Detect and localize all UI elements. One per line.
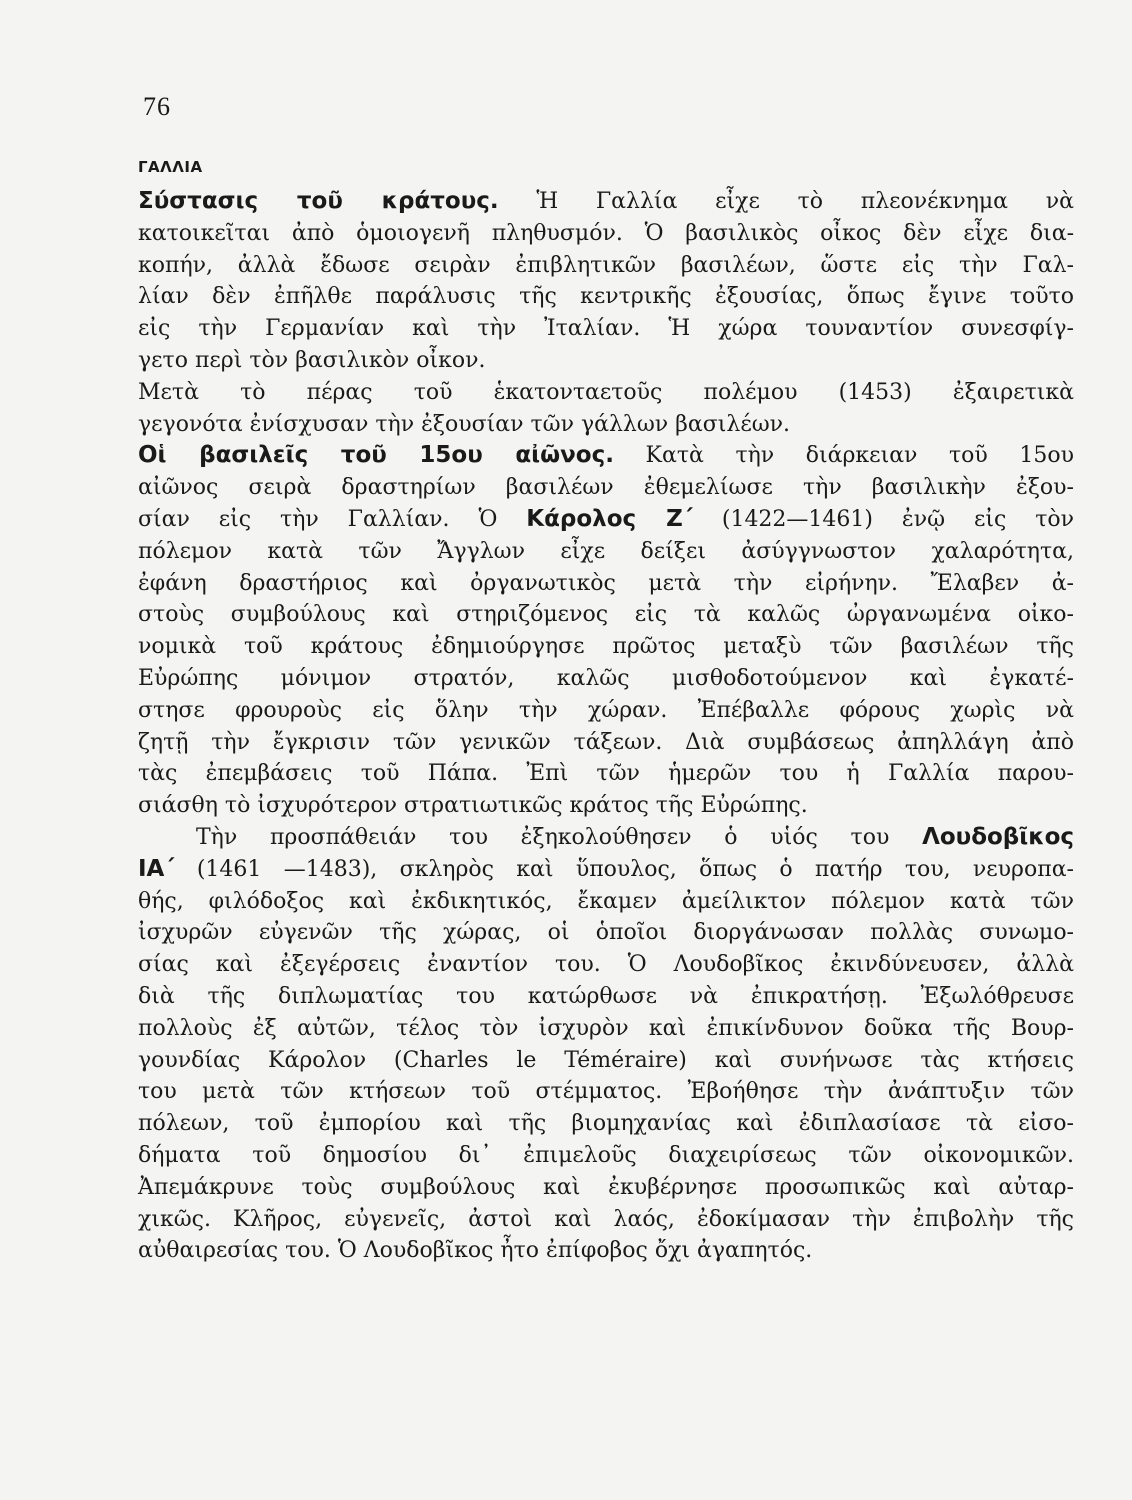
text-line: δήματα τοῦ δημοσίου δι᾽ ἐπιμελοῦς διαχειρίσεως τῶν οἰκονομικῶν. xyxy=(138,1142,1074,1168)
text-line: στησε φρουροὺς εἰς ὅλην τὴν χώραν. Ἐπέβαλλε φόρους χωρὶς νὰ xyxy=(138,697,1074,723)
text-line xyxy=(138,504,1074,536)
text-line: κατοικεῖται ἀπὸ ὁμοιογενῆ πληθυσμόν. Ὁ βασιλικὸς οἶκος δὲν εἶχε δια- xyxy=(138,220,1074,246)
text-line: σιάσθη τὸ ἰσχυρότερον στρατιωτικῶς κράτος τῆς Εὐρώπης. xyxy=(138,793,808,819)
text-line xyxy=(138,822,1074,854)
text-span: (1461 —1483), σκληρὸς καὶ ὕπουλος, ὅπως ὁ πατήρ του, νευροπα- xyxy=(196,856,1074,882)
text-line xyxy=(138,440,1074,472)
text-line: ζητῇ τὴν ἔγκρισιν τῶν γενικῶν τάξεων. Διὰ συμβάσεως ἀπηλλάγη ἀπὸ xyxy=(138,729,1074,755)
text-line: λίαν δὲν ἐπῆλθε παράλυσις τῆς κεντρικῆς ἐξουσίας, ὅπως ἔγινε τοῦτο xyxy=(138,284,1074,310)
text-line: χικῶς. Κλῆρος, εὐγενεῖς, ἀστοὶ καὶ λαός, ἐδοκίμασαν τὴν ἐπιβολὴν τῆς xyxy=(138,1206,1074,1232)
text-line: πολλοὺς ἐξ αὐτῶν, τέλος τὸν ἰσχυρὸν καὶ ἐπικίνδυνον δοῦκα τῆς Βουρ- xyxy=(138,1015,1074,1041)
text-line: νομικὰ τοῦ κράτους ἐδημιούργησε πρῶτος μεταξὺ τῶν βασιλέων τῆς xyxy=(138,634,1074,660)
text-line: γεγονότα ἐνίσχυσαν τὴν ἐξουσίαν τῶν γάλλων βασιλέων. xyxy=(138,411,791,437)
text-line: ἐφάνη δραστήριος καὶ ὀργανωτικὸς μετὰ τὴν εἰρήνην. Ἔλαβεν ἀ- xyxy=(138,570,1074,596)
text-line: διὰ τῆς διπλωματίας του κατώρθωσε νὰ ἐπικρατήσῃ. Ἐξωλόθρευσε xyxy=(138,983,1074,1009)
body-text xyxy=(138,186,1074,1267)
text-line: πόλεων, τοῦ ἐμπορίου καὶ τῆς βιομηχανίας καὶ ἐδιπλασίασε τὰ εἰσο- xyxy=(138,1111,1074,1137)
text-line xyxy=(138,186,1074,218)
king-numeral: ΙΑ΄ xyxy=(138,855,175,882)
text-line: θής, φιλόδοξος καὶ ἐκδικητικός, ἔκαμεν ἀμείλικτον πόλεμον κατὰ τῶν xyxy=(138,888,1074,914)
text-line: του μετὰ τῶν κτήσεων τοῦ στέμματος. Ἐβοήθησε τὴν ἀνάπτυξιν τῶν xyxy=(138,1079,1074,1105)
text-line: εἰς τὴν Γερμανίαν καὶ τὴν Ἰταλίαν. Ἡ χώρα τουναντίον συνεσφίγ- xyxy=(138,316,1074,342)
text-line: πόλεμον κατὰ τῶν Ἄγγλων εἶχε δείξει ἀσύγγνωστον χαλαρότητα, xyxy=(138,538,1074,564)
text-span: Τὴν προσπάθειάν του ἐξηκολούθησεν ὁ υἱός του xyxy=(196,824,890,850)
section-heading-state-formation: Σύστασις τοῦ κράτους. xyxy=(138,188,499,214)
text-line: σίας καὶ ἐξεγέρσεις ἐναντίον του. Ὁ Λουδοβῖκος ἐκινδύνευσεν, ἀλλὰ xyxy=(138,952,1074,978)
king-name-louis-xi: Λουδοβῖκος xyxy=(922,823,1074,850)
text-line: κοπήν, ἀλλὰ ἔδωσε σειρὰν ἐπιβλητικῶν βασιλέων, ὥστε εἰς τὴν Γαλ- xyxy=(138,252,1074,278)
text-line xyxy=(138,854,1074,886)
text-span: Ἡ Γαλλία εἶχε τὸ πλεονέκνημα νὰ xyxy=(536,189,1074,214)
text-line: γουνδίας Κάρολον (Charles le Téméraire) καὶ συνήνωσε τὰς κτήσεις xyxy=(138,1047,1074,1073)
text-span: Κατὰ τὴν διάρκειαν τοῦ 15ου xyxy=(645,443,1074,469)
text-span: (1422—1461) ἐνῷ εἰς τὸν xyxy=(721,506,1074,532)
text-line: Εὐρώπης μόνιμον στρατόν, καλῶς μισθοδοτούμενον καὶ ἐγκατέ- xyxy=(138,665,1074,691)
text-span: σίαν εἰς τὴν Γαλλίαν. Ὁ xyxy=(138,506,498,532)
page-number: 76 xyxy=(143,92,171,121)
text-line: στοὺς συμβούλους καὶ στηριζόμενος εἰς τὰ καλῶς ὠργανωμένα οἰκο- xyxy=(138,602,1074,628)
text-line: ἰσχυρῶν εὐγενῶν τῆς χώρας, οἱ ὁποῖοι διοργάνωσαν πολλὰς συνωμο- xyxy=(138,920,1074,946)
text-line: αἰῶνος σειρὰ δραστηρίων βασιλέων ἐθεμελίωσε τὴν βασιλικὴν ἐξου- xyxy=(138,475,1074,501)
text-line: τὰς ἐπεμβάσεις τοῦ Πάπα. Ἐπὶ τῶν ἡμερῶν του ἡ Γαλλία παρου- xyxy=(138,761,1074,787)
text-line: Μετὰ τὸ πέρας τοῦ ἑκατονταετοῦς πολέμου (1453) ἐξαιρετικὰ xyxy=(138,379,1074,405)
text-line: γετο περὶ τὸν βασιλικὸν οἶκον. xyxy=(138,347,486,373)
running-head: ΓΑΛΛΙΑ xyxy=(138,158,203,176)
king-name-charles-vii: Κάρολος Ζ΄ xyxy=(526,505,693,532)
text-line: αὐθαιρεσίας του. Ὁ Λουδοβῖκος ἦτο ἐπίφοβος ὄχι ἀγαπητός. xyxy=(138,1238,813,1264)
text-line: Ἀπεμάκρυνε τοὺς συμβούλους καὶ ἐκυβέρνησε προσωπικῶς καὶ αὐταρ- xyxy=(138,1174,1074,1200)
section-heading-15th-century-kings: Οἱ βασιλεῖς τοῦ 15ου αἰῶνος. xyxy=(138,442,614,469)
